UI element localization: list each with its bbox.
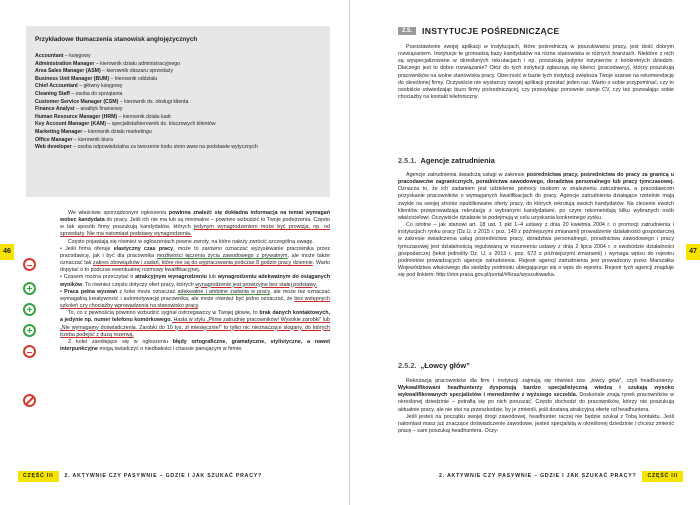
job-title-item: Business Unit Manager (BUM) – kierownik oddziału [35, 75, 158, 82]
part-tag: CZĘŚĆ III [18, 471, 59, 482]
footer-left [18, 471, 344, 482]
minus-icon: – [23, 345, 36, 358]
paragraph: Z kolei zaroiłejące się w ogłoszeniu błędy ortograficzne, gramatyczne, stylistyczne, a nawet interpunkcyjne mogą świadczyć o niedbałości i chaosie panującym w firmie. [60, 338, 331, 352]
agencies-text [398, 172, 674, 279]
job-title-item: Key Account Manager (KAM) – specjalista/kierownik ds. kluczowych klientów [35, 121, 216, 128]
intro-paragraph [398, 44, 674, 101]
job-title-item: Web developer – osoba odpowiedzialna za tworzenie kodu stron www na podstawie wytycznych [35, 144, 258, 151]
bullet-item: • Praca pełna wyzwań z kolei może oznaczać adekwatne i ambitne zadania w pracy, ale może też oznaczać wymagalną kreatywność i automotywację pracownika, ale może również być jedno oznaczać, że bez wstępnych szkoleń czy chociażby wprowadzenia na stanowisko pracy. [60, 288, 331, 310]
paragraph: We właściwie sporządzonym ogłoszeniu powinna znaleźć się dokładna informacja na temat wymagań wobec kandydata do pracy. Jeśli ich nie ma lub są minimalne – powinno wzbudzić to Twoje podejrzenia. Często w tak sposób firmy poszukują kandydatów, których jedynym wynagrodzeniem może być prowizja, np. od sprzedaży. Nie ma natomiast podstawy wynagrodzenia. [60, 210, 330, 238]
part-tag: CZĘŚĆ III [642, 471, 683, 482]
plus-icon: + [23, 324, 36, 337]
chapter-title: 2. AKTYWNIE CZY PASYWNIE – GDZIE I JAK SZUKAĆ PRACY? [64, 473, 262, 479]
section-title: INSTYTUCJE POŚREDNICZĄCE [422, 26, 560, 36]
job-title-item: Chief Accountant – główny księgowy [35, 83, 123, 90]
job-title-item: Office Manager – kierownik biura [35, 136, 113, 143]
paragraph: Często pojawiają się również w ogłoszeniach pewne zwroty, na które należy zwrócić szczególną uwagę. [68, 238, 314, 245]
subsection-number: 2.5.2. [398, 361, 417, 370]
job-title-item: Area Sales Manager (ASM) – kierownik obszaru sprzedaży [35, 68, 174, 75]
chapter-title: 2. AKTYWNIE CZY PASYWNIE – GDZIE I JAK SZUKAĆ PRACY? [439, 473, 637, 479]
subsection-title: „Łowcy głów” [420, 361, 470, 370]
section-heading [398, 26, 560, 36]
job-title-item: Administration Manager – kierownik działu administracyjnego [35, 60, 181, 67]
paragraph: Co istotne – jak stanowi art. 18 ust. 1 pkt 1–4 ustawy z dnia 20 kwietnia 2004 r. o promocji zatrudnienia i instytucjach rynku pracy (Dz.U. z 2015 r. poz. 149 z późniejszymi zmianami) prowadzenie działalności gospodarczej w zakresie świadczenia usług pośrednictwa pracy, doradztwa personalnego, poradnictwa zawodowego i pracy tymczasowej jest działalnością regulowaną w rozumieniu ustawy z dnia 2 lipca 2004 r. o swobodzie działalności gospodarczej (tekst jednolity Dz. U. z 2013 r. poz. 672 z późniejszymi zmianami) i wymaga wpisu do rejestru podmiotów prowadzących agencje zatrudnienia. Rejestr agencji zatrudnienia jest prowadzony przez Marszałka Województwa właściwego dla siedziby podmiotu ubiegającego się o wpis do rejestru. Rejestr tych agencji znajduje się pod linkiem: http://stor.praca.gov.pl/portal/#/kraz/wyszukiwarka. [398, 222, 674, 279]
box-title: Przykładowe tłumaczenia stanowisk anglojęzycznych [35, 36, 198, 43]
plus-icon: + [23, 303, 36, 316]
headhunters-text [398, 378, 674, 435]
left-body-text [60, 210, 330, 353]
job-title-item: Human Resource Manager (HRM) – kierownik działu kadr [35, 113, 172, 120]
footer-right [350, 471, 683, 482]
job-title-item: Customer Service Manager (CSM) – kierownik ds. obsługi klienta [35, 98, 189, 105]
minus-icon: – [23, 258, 36, 271]
job-titles-box [26, 26, 330, 197]
job-title-item: Cleaning Staff – osoba do sprzątania [35, 90, 123, 97]
paragraph: Rekrutacją pracowników dla firm i instytucji zajmują się również tzw. „łowcy głów”, czyli headhunterzy. Wykwalifikowani headhunterzy dysponują bardzo specjalistyczną wiedzą i szukają wysoko wykwalifikowanych specjalistów i menedżerów z wyższego szczebla. Doskonale znają rynek pracowników w określonej dziedzinie – potrafią się po nich poruszać. Często dochodzi do pracowników, którzy nie poszukują aktualnie pracy, ale nie stoi na przeszkodzie, by je zmienili, jeśli dostaną atrakcyjną ofertę od headhuntera. [398, 378, 675, 413]
section-number: 2.5. [398, 27, 416, 35]
paragraph: Pozostawienie swojej aplikacji w instytucjach, które pośredniczą w poszukiwaniu pracy, jest dość dobrym rozwiązaniem. Instytucje te gromadzą bazy kandydatów na różne stanowiska w różnych branżach. Niektóre z nich są wyspecjalizowane w określonych rekrutacjach i np. poszukują jedynie inżynierów z konkretnych dziedzin. Dlaczego jest to dobre rozwiązanie? Otóż do tych instytucji zgłaszają się klienci (pracodawcy), którzy poszukują pracowników na wolne stanowiska pracy. Obecność w bazie tych instytucji zwiększa Twoje szanse na rekomendację do określonej firmy. Oczywiście nie wystarczy swojej aplikacji przesłać jeden raz. Warto o sobie przypominać, czy to osobiście odwiedzając biuro firmy pośredniczącej, czy przesyłając ponownie swoje CV, czy też pozwalając sobie chociażby na kontakt telefoniczny. [398, 44, 674, 101]
job-title-item: Finance Analyst – analityk finansowy [35, 106, 123, 113]
plus-icon: + [23, 282, 36, 295]
paragraph: To, co z pewnością powinno wzbudzić sygnał ostrzegawczy w Twojej głowie, to brak danych kontaktowych, a jedynie np. numer telefonu komórkowego. Hasła w stylu „Pilnie zatrudnię pracowników! Wysokie zarobki” lub „Nie wymagamy doświadczenia. Zarobki do 10 tys. zł miesięcznie!” to tylko nic nieznaczące slogany, do których trzeba podejść z dużą rezerwą. [60, 310, 330, 338]
job-titles-list [35, 53, 320, 152]
bullet-item: • Jeśli firma oferuje elastyczny czas pracy, może to zarówno oznaczać wyzyskiwanie pracownika przez pracodawcę, jak i być dla pracownika możliwości łączenia życia zawodowego z prywatnym, ale może także oznaczać tak zakres obowiązków i zadań, które nie są do wypracowania podczas 8 godzin pracy dziennie. Warto dopytać o to podczas ewentualnej rozmowy kwalifikacyjnej. [60, 245, 330, 274]
paragraph: Jeśli jesteś na początku swojej drogi zawodowej, headhunter raczej nie będzie szukał z Tobą kontaktu. Jeśli natomiast masz już znaczące doświadczenie zawodowe, jesteś specjalistą w określonej dziedzinie i chcesz zmienić pracę – sam poszukaj headhuntera. Oczy- [398, 413, 674, 435]
page-number-left: 46 [0, 244, 14, 260]
subsection-title: Agencje zatrudnienia [420, 156, 495, 165]
bullet-item: • Czasem można przeczytać o atrakcyjnym wynagrodzeniu lub wynagrodzeniu adekwatnym do osiąganych wyników. To również często dotyczy ofert pracy, których wynagrodzenie jest prowizyjne bez stałej podstawy. [60, 274, 331, 288]
subsection-heading [398, 361, 470, 370]
page-number-right: 47 [686, 244, 700, 260]
job-title-item: Marketing Manager – kierownik działu marketingu [35, 128, 152, 135]
subsection-number: 2.5.1. [398, 156, 417, 165]
paragraph: Agencje zatrudnienia świadczą usługi w zakresie pośrednictwa pracy, pośrednictwa do pracy za granicą u pracodawców zagranicznych, poradnictwa zawodowego, doradztwa personalnego lub pracy tymczasowej. Oznacza to, że ich zadaniem jest udzielenie pomocy osobom w znalezieniu zatrudnienia, a pracodawcom pozyskanie pracowników o wymaganych kwalifikacjach do pracy. Agencje zatrudnienia działające rzetelnie mają zwykle na swojej stronie opublikowane oferty pracy, do których rekrutują swoich kandydatów. Na zlecenie swoich klientów przeprowadzają rekrutację z wybranymi kandydatami, po czym rekomendują kilku wybranych osób właścicielowi. Oczywiście działanie te podejmują w celu uzyskania konkretnego zysku. [398, 172, 675, 221]
no-entry-icon [23, 394, 36, 407]
job-title-item: Accountant – księgowy [35, 53, 91, 59]
right-page [350, 0, 700, 505]
subsection-heading [398, 156, 495, 165]
